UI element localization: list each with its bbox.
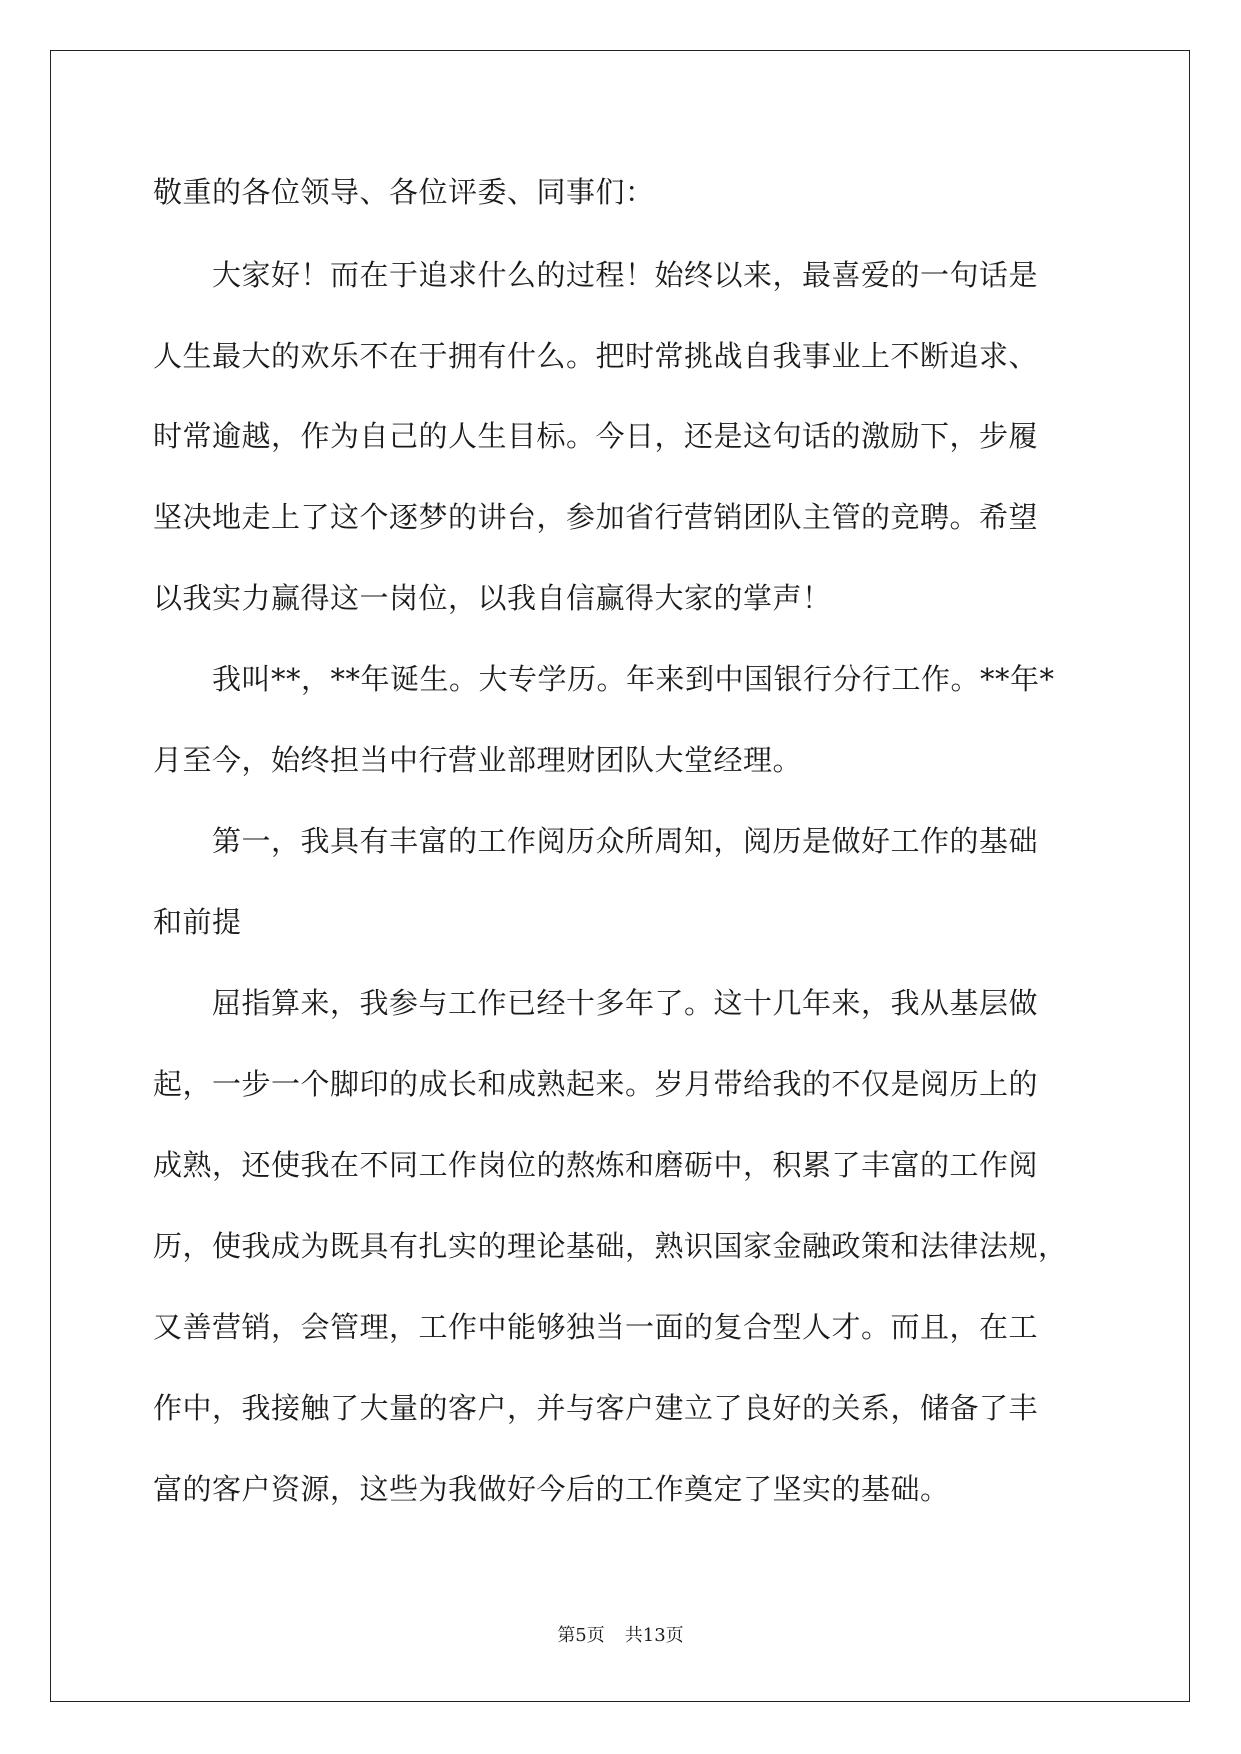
page-number-current: 第5页: [557, 1625, 605, 1646]
page-number-total: 共13页: [624, 1625, 684, 1646]
paragraph-line: 屈指算来，我参与工作已经十多年了。这十几年来，我从基层做: [212, 986, 1039, 1020]
paragraph-line: 成熟，还使我在不同工作岗位的熬炼和磨砺中，积累了丰富的工作阅: [153, 1148, 1039, 1182]
paragraph-line: 以我实力赢得这一岗位，以我自信赢得大家的掌声！: [153, 581, 832, 615]
paragraph-line: 时常逾越，作为自己的人生目标。今日，还是这句话的激励下，步履: [153, 419, 1039, 453]
paragraph-line: 我叫**，**年诞生。大专学历。年来到中国银行分行工作。**年*: [212, 662, 1055, 696]
paragraph-line: 和前提: [153, 905, 242, 939]
page-border: [50, 50, 1190, 1702]
paragraph-line: 大家好！而在于追求什么的过程！始终以来，最喜爱的一句话是: [212, 258, 1039, 292]
paragraph-line: 人生最大的欢乐不在于拥有什么。把时常挑战自我事业上不断追求、: [153, 339, 1039, 373]
page-footer: [0, 1624, 1241, 1648]
paragraph-line: 又善营销，会管理，工作中能够独当一面的复合型人才。而且，在工: [153, 1310, 1039, 1344]
paragraph-line: 作中，我接触了大量的客户，并与客户建立了良好的关系，储备了丰: [153, 1391, 1039, 1425]
salutation-line: 敬重的各位领导、各位评委、同事们：: [153, 175, 655, 209]
paragraph-line: 月至今，始终担当中行营业部理财团队大堂经理。: [153, 743, 803, 777]
paragraph-line: 富的客户资源，这些为我做好今后的工作奠定了坚实的基础。: [153, 1472, 950, 1506]
paragraph-line: 起，一步一个脚印的成长和成熟起来。岁月带给我的不仅是阅历上的: [153, 1067, 1039, 1101]
paragraph-line: 第一，我具有丰富的工作阅历众所周知，阅历是做好工作的基础: [212, 824, 1039, 858]
paragraph-line: 历，使我成为既具有扎实的理论基础，熟识国家金融政策和法律法规，: [153, 1229, 1068, 1263]
paragraph-line: 坚决地走上了这个逐梦的讲台，参加省行营销团队主管的竞聘。希望: [153, 500, 1039, 534]
